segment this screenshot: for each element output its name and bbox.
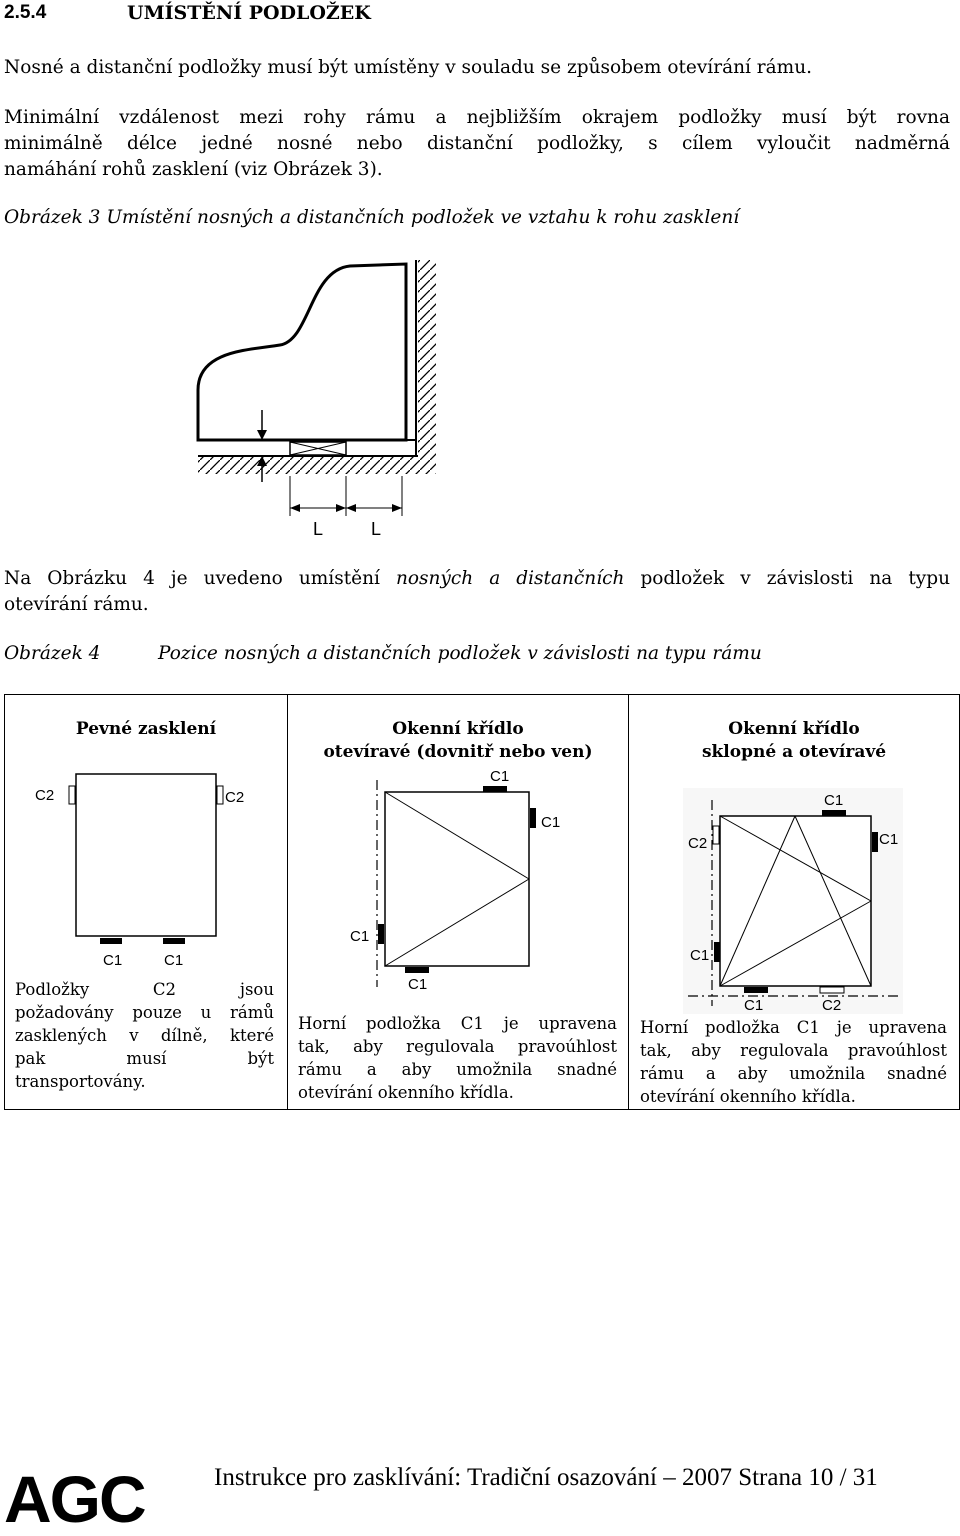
label-c2-right: C2 [225,789,245,806]
paragraph-3-text-italic: nosných a distančních [395,568,625,589]
paragraph-1: Nosné a distanční podložky musí být umístěny v souladu se způsobem otevírání rámu. [4,57,813,78]
figure-3-caption: Obrázek 3 Umístění nosných a distančních podložek ve vztahu k rohu zasklení [4,207,740,228]
footer-text: Instrukce pro zasklívání: Tradiční osazování – 2007 Strana 10 / 31 [214,1464,878,1491]
c1-block-bottom [744,987,768,993]
figure-3-drawing [170,250,450,550]
label-c2-bottom: C2 [822,997,842,1014]
column-3-note-line-4: otevírání okenního křídla. [640,1087,856,1106]
figure-4-caption-label: Obrázek 4 [4,643,101,664]
column-2-note-line-4: otevírání okenního křídla. [298,1083,514,1102]
column-1-diagram [4,760,288,975]
column-3-heading-line-1: Okenní křídlo [728,719,860,739]
column-1-note [15,978,274,1093]
section-title: UMÍSTĚNÍ PODLOŽEK [127,2,371,24]
label-c1-right: C1 [879,831,899,848]
label-c1-left: C1 [350,928,370,945]
label-c1-right: C1 [541,814,561,831]
dim-label-2: L [371,519,382,539]
column-3-note [640,1016,947,1108]
dim-arrow-2 [336,504,346,512]
dim-label-1: L [313,519,324,539]
label-c1-bottom-right: C1 [164,952,184,969]
column-1-heading: Pevné zasklení [75,719,217,739]
label-c2-left: C2 [35,787,55,804]
tilt-turn-frame [720,816,871,986]
label-c2-left: C2 [688,835,708,852]
section-heading [4,2,371,24]
paragraph-3-text-a: Na Obrázku 4 je uvedeno umístění [4,568,396,589]
column-1-note-line-5: transportovány. [15,1072,146,1091]
column-3-note-line-1: Horní podložka C1 je upravena [640,1018,947,1037]
c2-block-left [69,786,75,804]
right-wall-hatch [418,260,436,456]
column-1-note-line-4: pak musí být [15,1049,274,1068]
column-2-note [298,1012,617,1104]
label-c1-bottom-left: C1 [103,952,123,969]
column-1-note-line-2: požadovány pouze u rámů [15,1003,274,1022]
column-3-note-line-3: rámu a aby umožnila snadné [640,1064,947,1083]
dim-arrow-4 [392,504,402,512]
c1-block-right [872,832,878,852]
section-number: 2.5.4 [4,2,47,23]
c1-block-top [822,810,846,816]
column-2-note-line-1: Horní podložka C1 je upravena [298,1014,617,1033]
dim-arrow-3 [346,504,356,512]
paragraph-3-line-1 [4,566,950,592]
c1-block-bottom-right [163,938,185,944]
column-1-note-line-1: Podložky C2 jsou [15,980,274,999]
figure-4-caption-text: Pozice nosných a distančních podložek v závislosti na typu rámu [158,643,762,664]
label-c1-bottom: C1 [744,997,764,1014]
column-2-note-line-3: rámu a aby umožnila snadné [298,1060,617,1079]
paragraph-2-line-2: minimálně délce jedné nosné nebo distanční podložky, s cílem vyloučit nadměrná [4,133,950,154]
dim-arrow-1 [290,504,300,512]
c1-block-left [714,942,720,962]
paragraph-2 [4,105,950,183]
c2-block-bottom [820,987,844,993]
column-2-heading [287,718,629,764]
c1-block-right [530,808,536,828]
c1-block-left [378,924,384,944]
column-3-note-line-2: tak, aby regulovala pravoúhlost [640,1041,947,1060]
label-c1-left: C1 [690,947,710,964]
paragraph-3-line-2: otevírání rámu. [4,594,149,615]
column-2-heading-line-1: Okenní křídlo [392,719,524,739]
column-1-note-line-3: zasklených v dílně, které [15,1026,274,1045]
column-3-diagram [628,786,960,1018]
label-c1-bottom: C1 [408,976,428,993]
label-c1-top: C1 [490,768,510,785]
column-3-heading-line-2: sklopné a otevíravé [701,742,887,762]
fixed-frame [76,774,216,936]
paragraph-3-text-c: podložek v závislosti na typu [624,568,950,589]
paragraph-3 [4,566,950,618]
c1-block-bottom-left [100,938,122,944]
c2-block-right [217,786,223,804]
column-2-diagram [287,762,629,994]
column-2-heading-line-2: otevíravé (dovnitř nebo ven) [323,742,593,762]
floor-hatch [198,456,436,474]
c1-block-bottom [405,967,429,973]
column-2-note-line-2: tak, aby regulovala pravoúhlost [298,1037,617,1056]
c2-block-left [713,826,719,844]
label-c1-top: C1 [824,792,844,809]
agc-logo: AGC [4,1462,145,1536]
column-3-heading [628,718,960,764]
casement-frame [385,792,529,966]
c1-block-top [483,786,507,792]
glass-pane [198,264,406,440]
paragraph-2-line-1: Minimální vzdálenost mezi rohy rámu a nejbližším okrajem podložky musí být rovna [4,107,950,128]
paragraph-2-line-3: namáhání rohů zasklení (viz Obrázek 3). [4,159,383,180]
